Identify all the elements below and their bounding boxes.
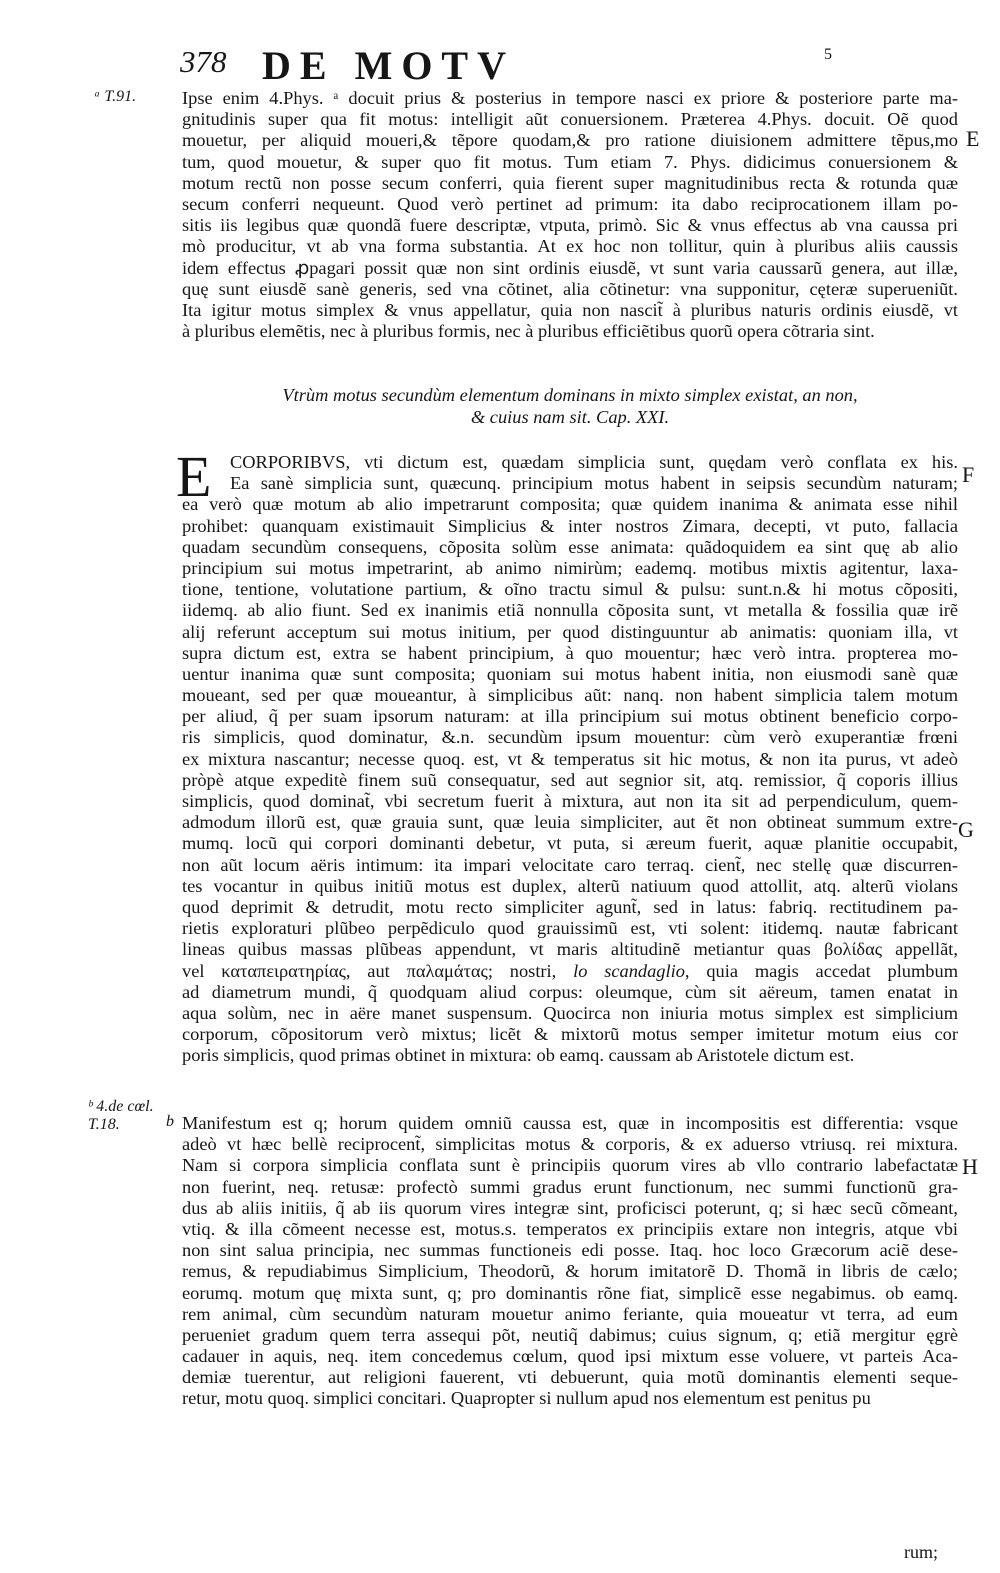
text-line: per aliud, q̃ per suam ipsorum naturam: at illa principium sui motus obtinent beneficio corpo- [182,706,958,727]
text-line: vtiq. & illa cõmeent necesse est, motus.s. temperatos ex principiis extare non integris, atque vbi [182,1218,958,1239]
text-line: Nam si corpora simplicia conflata sunt è principiis quorum vires ab vllo contrario labefactatæ [182,1155,958,1176]
margin-letter-g: G [958,817,974,842]
text-line: poris simplicis, quod primas obtinet in mixtura: ob eamq. caussam ab Aristotele dictum est. [182,1045,855,1066]
signature-mark: 5 [824,46,832,63]
paragraph-3 [182,1113,958,1410]
chapter-heading-line-1: Vtrùm motus secundùm elementum dominans in mixto simplex existat, an non, [282,385,858,405]
text-line: ris simplicis, quod dominatur, &.n. secundùm ipsum mouentur: cùm verò exuperantiæ frœni [182,727,958,748]
text-line: mouetur, per aliquid moueri,& tẽpore quodam,& pro ratione diuisionem admittere tẽpus,mo [182,130,958,151]
text-line: CORPORIBVS, vti dictum est, quædam simplicia sunt, quędam verò conflata ex his. [230,452,958,472]
text-line: tes vocantur in quibus initiũ motus est duplex, alterũ natiuum quod attollit, atq. alterũ violans [182,875,958,896]
paragraph-2 [182,452,958,1066]
text-line: uentur inanima quæ sunt composita; quoniam sui motus habent initia, non eiusmodi sanè quæ [182,663,958,684]
text-line: alij referunt acceptum sui motus initium, per quod distinguuntur ab animatis: quoniam illa, vt [182,621,958,642]
text-line: cadauer in aquis, neq. item concedemus cœlum, quod ipsi mixtum esse voluere, vt parteis Aca- [182,1346,958,1367]
text-line: aqua solùm, nec in aëre manet suspensum. Quocirca non iniuria motus simplex est simplicium [182,1002,958,1023]
page-number: 378 [180,44,227,79]
margin-note-a: ᵃ T.91. [94,88,137,105]
text-line: quadam secundùm consequens, cõposita solùm esse animata: quãdoquidem ea sint quę ab alio [182,536,958,557]
text-line: Ipse enim 4.Phys. ᵃ docuit prius & posterius in tempore nasci ex priore & posteriore parte ma- [182,88,958,108]
italic-phrase: lo scandaglio [573,960,685,981]
running-head [180,42,980,92]
text-line: simplicis, quod dominat̃, vbi secretum fuerit à mixtura, aut non ita sit ad perpendiculum, quem- [182,791,958,811]
text-line: mò producitur, vt ab vna forma substantia. At ex hoc non tollitur, quin à pluribus aliis caussis [182,236,958,257]
text-line: non sint salua principia, nec summas functioneis edi posse. Itaq. hoc loco Græcorum aciẽ dese- [182,1240,958,1261]
running-title: DE MOTV [262,43,515,88]
margin-letter-f: F [962,462,975,487]
margin-letter-h: H [962,1154,978,1179]
text-line: ad diametrum mundi, q̃ quodquam aliud corpus: oleumque, cùm sit aëreum, tamen enatat in [182,981,958,1002]
text-line: tum, quod mouetur, & super quo fit motus. Tum etiam 7. Phys. didicimus conuersionem & [182,151,958,172]
text-line: tione, tentione, volutatione partium, & oĩno tractu simul & pulsu: sunt.n.& hi motus cõpositi, [182,579,958,600]
text-line: idem effectus ꝓpagari possit quæ non sint ordinis eiusdẽ, vt sunt varia caussarũ genera, aut illæ, [182,257,958,278]
text-line: rietis exploraturi plũbeo perpẽdiculo quod grauissimũ est, vti solent: itidemq. nautæ fabricant [182,918,958,939]
text-line: gnitudinis super qua fit motus: intelligit aũt conuersionem. Præterea 4.Phys. docuit. Oẽ quod [182,109,958,130]
text-line: adeò vt hæc bellè reciprocent̃, simplicitas motus & corporis, & ex aduerso vtriusq. rei mixtura. [182,1134,958,1155]
text-line: secum conferri nequeunt. Quod verò pertinet ad primum: ita dabo reciprocationem illam po- [182,193,958,214]
text-line: iidemq. ab alio fiunt. Sed ex inanimis etiã nonnulla cõposita sunt, vt metalla & fossilia quæ irẽ [182,600,958,621]
text-line: Ea sanè simplicia sunt, quæcunq. principium motus habent in seipsis secundùm naturam; [230,473,958,494]
text-line: motum rectũ non posse secum conferri, quia fierent super magnitudinibus recta & rotunda quæ [182,172,958,193]
text-line: retur, motu quoq. simplici concitari. Quapropter si nullum apud nos elementum est penitus pu [182,1388,871,1409]
text-line: lineas quibus massas plũbeas appendunt, vt maris altitudinẽ metiantur quas βολίδας appellãt, [182,939,958,960]
chapter-heading [182,384,958,428]
margin-note-b-ref: b [166,1113,174,1130]
text-line: principium sui motus impetrarint, ab animo nimirùm; eademq. motibus mixtis agitentur, laxa- [182,557,958,578]
text-line: moueant, sed per quæ moueantur, à simplicibus aũt: nanq. non habent simplicia talem motum [182,685,958,706]
text-line: ea verò quæ motum ab alio impetrarunt composita; quæ quidem inanima & animata esse nihil [182,494,958,515]
text-line: admodum illorũ est, quæ grauia sunt, quæ leuia simpliciter, aut ẽt non obtineat summum extre- [182,812,958,833]
text-line: à pluribus elemẽtis, nec à pluribus formis, nec à pluribus efficiẽtibus quorũ opera cõtraria sint. [182,321,875,342]
text-line: demiæ tuerentur, aut religioni fauerent, vti debuerunt, quia motũ dominantis elementi seque- [182,1367,958,1388]
drop-cap: E [176,444,212,509]
margin-letter-e: E [966,126,980,151]
text-line: mumq. locũ qui corpori dominanti debetur, vt puta, si æreum fuerit, aquæ planitie occupabit, [182,833,958,854]
text-line: perueniet gradum quem terra assequi põt, neutiq̃ dabimus; cuius signum, q; etiã mergitur ęgrè [182,1324,958,1345]
text-line: quod deprimit & detrudit, motu recto simpliciter agunt̃, sed in latus: fabriq. rectitudinem pa- [182,896,958,917]
text-line: ex mixtura nascantur; necesse quoq. est, vt & temperatus sit hic motus, & non ita purus, vt adeò [182,748,958,769]
text-line: non aũt locum aëris intimum: ita impari velocitate caro terraq. cient̃, nec stellę quæ discurren- [182,854,958,875]
chapter-heading-line-2: & cuius nam sit. Cap. XXI. [470,407,670,427]
margin-note-b: ᵇ 4.de cœl. T.18. [88,1098,154,1133]
text-line: corporum, cõpositorum verò mixtus; licẽt & mixtorũ motus semper imitetur motum eius cor [182,1024,958,1045]
text-line: non fuerint, neq. retusæ: profectò summi gradus erunt functionum, nec summi functionũ gra- [182,1176,958,1197]
text-line: supra dictum est, extra se habent principium, à quo mouentur; hæc verò intra. propterea mo- [182,642,958,663]
catchword: rum; [904,1542,938,1562]
text-line: pròpè atque expeditè finem suũ consequatur, sed aut segnior sit, atq. remissior, q̃ coporis illius [182,769,958,790]
text-line: dus ab aliis initiis, q̃ ab iis quorum vires integræ sint, proficisci poterunt, q; si hæc secũ cõmeant, [182,1197,958,1218]
text-line: remus, & repudiabimus Simplicium, Theodorũ, & horum imitatorẽ D. Thomã in libris de cælo; [182,1261,958,1282]
text-line: Manifestum est q; horum quidem omniũ caussa est, quæ in incompositis est differentia: vsque [182,1113,958,1133]
paragraph-1 [182,88,958,342]
text-line: vel καταπειρατηρίας, aut παλαμάτας; nostri, lo scandaglio, quia magis accedat plumbum [182,960,958,981]
text-line: quę sunt eiusdẽ sanè generis, sed vna cõtinet, alia cõtinetur: vna supponitur, cęteræ superueniũt. [182,278,958,299]
text-line: Ita igitur motus simplex & vnus appellatur, quia non nascit̃ à pluribus naturis ordinis eiusdẽ, vt [182,299,958,320]
text-line: eorumq. motum quę mixta sunt, q; pro dominantis rõne fiat, simplicẽ esse negabimus. ob eamq. [182,1282,958,1303]
text-line: sitis iis legibus quæ quondã fuere descriptæ, vtputa, primò. Sic & vnus effectus ab vna caussa pri [182,215,958,236]
text-line: rem animal, cùm secundùm naturam mouetur animo feriante, quia moueatur vt terra, ad eum [182,1303,958,1324]
text-line: prohibet: quanquam existimauit Simplicius & inter nostros Zimara, decepti, vt puto, fallacia [182,515,958,536]
